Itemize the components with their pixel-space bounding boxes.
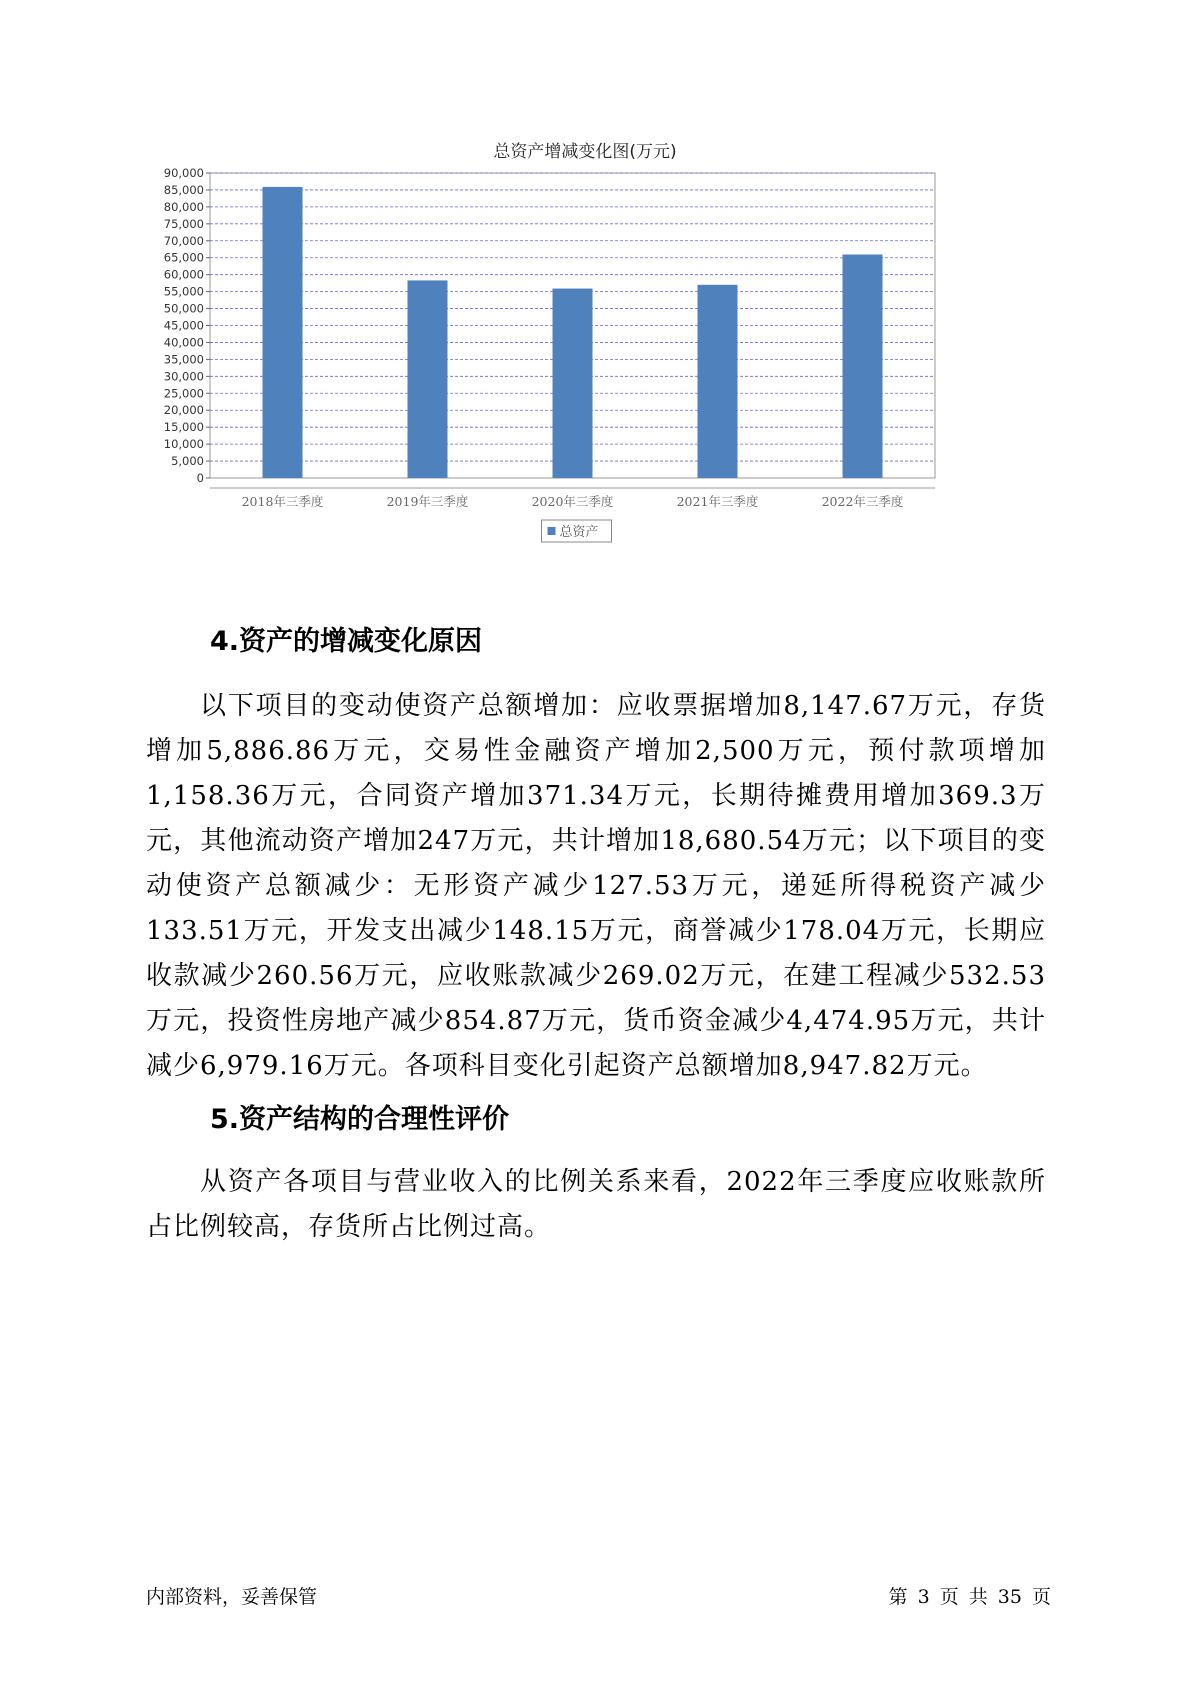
y-tick-label: 10,000 xyxy=(163,437,204,452)
y-tick-label: 80,000 xyxy=(163,199,204,214)
y-tick-label: 25,000 xyxy=(163,386,204,401)
y-tick-label: 5,000 xyxy=(171,454,204,469)
section-4-body: 以下项目的变动使资产总额增加：应收票据增加8,147.67万元，存货增加5,886.86万元，交易性金融资产增加2,500万元，预付款项增加1,158.36万元，合同资产增加371.34万元，长期待摊费用增加369.3万元，其他流动资产增加247万元，共计增加18,680.54万元；以下项目的变动使资产总额减少：无形资产减少127.53万元，递延所得税资产减少133.51万元，开发支出减少148.15万元，商誉减少178.04万元，长期应收款减少260.56万元，应收账款减少269.02万元，在建工程减少532.53万元，投资性房地产减少854.87万元，货币资金减少4,474.95万元，共计减少6,979.16万元。各项科目变化引起资产总额增加8,947.82万元。 xyxy=(146,691,1046,1081)
chart-svg xyxy=(150,140,1020,590)
footer-page-number: 第 3 页 共 35 页 xyxy=(888,1586,1051,1608)
bar xyxy=(843,255,883,478)
section-5-heading: 5.资产结构的合理性评价 xyxy=(210,1104,510,1135)
y-tick-label: 70,000 xyxy=(163,233,204,248)
chart-title: 总资产增减变化图(万元) xyxy=(493,142,677,162)
y-tick-label: 60,000 xyxy=(163,267,204,282)
x-tick-label: 2022年三季度 xyxy=(821,494,904,509)
legend-swatch xyxy=(548,527,556,535)
legend-label: 总资产 xyxy=(559,525,599,540)
chart-x-tick-labels xyxy=(242,494,904,509)
y-tick-label: 15,000 xyxy=(163,420,204,435)
y-tick-label: 35,000 xyxy=(163,352,204,367)
y-tick-label: 0 xyxy=(196,471,204,485)
y-tick-label: 90,000 xyxy=(163,166,204,180)
y-tick-label: 40,000 xyxy=(163,335,204,350)
total-assets-chart xyxy=(150,140,1020,590)
x-tick-label: 2019年三季度 xyxy=(386,494,469,509)
section-4-heading: 4.资产的增减变化原因 xyxy=(210,626,483,657)
x-tick-label: 2021年三季度 xyxy=(676,494,759,509)
y-tick-label: 65,000 xyxy=(163,250,204,265)
bar xyxy=(263,187,303,478)
chart-y-tick-labels xyxy=(164,166,204,485)
y-tick-label: 85,000 xyxy=(163,182,204,197)
y-tick-label: 30,000 xyxy=(163,369,204,384)
x-tick-label: 2020年三季度 xyxy=(531,494,614,509)
y-tick-label: 50,000 xyxy=(163,301,204,316)
y-tick-label: 55,000 xyxy=(163,284,204,299)
y-tick-label: 20,000 xyxy=(163,403,204,418)
y-tick-label: 45,000 xyxy=(163,318,204,333)
bar xyxy=(698,285,738,478)
y-tick-label: 75,000 xyxy=(163,216,204,231)
x-tick-label: 2018年三季度 xyxy=(241,494,324,509)
bar xyxy=(408,280,448,478)
bar xyxy=(553,289,593,478)
section-5-body: 从资产各项目与营业收入的比例关系来看，2022年三季度应收账款所占比例较高，存货所占比例过高。 xyxy=(146,1167,1046,1242)
chart-legend xyxy=(542,520,612,542)
footer-confidential-note: 内部资料，妥善保管 xyxy=(146,1586,318,1608)
